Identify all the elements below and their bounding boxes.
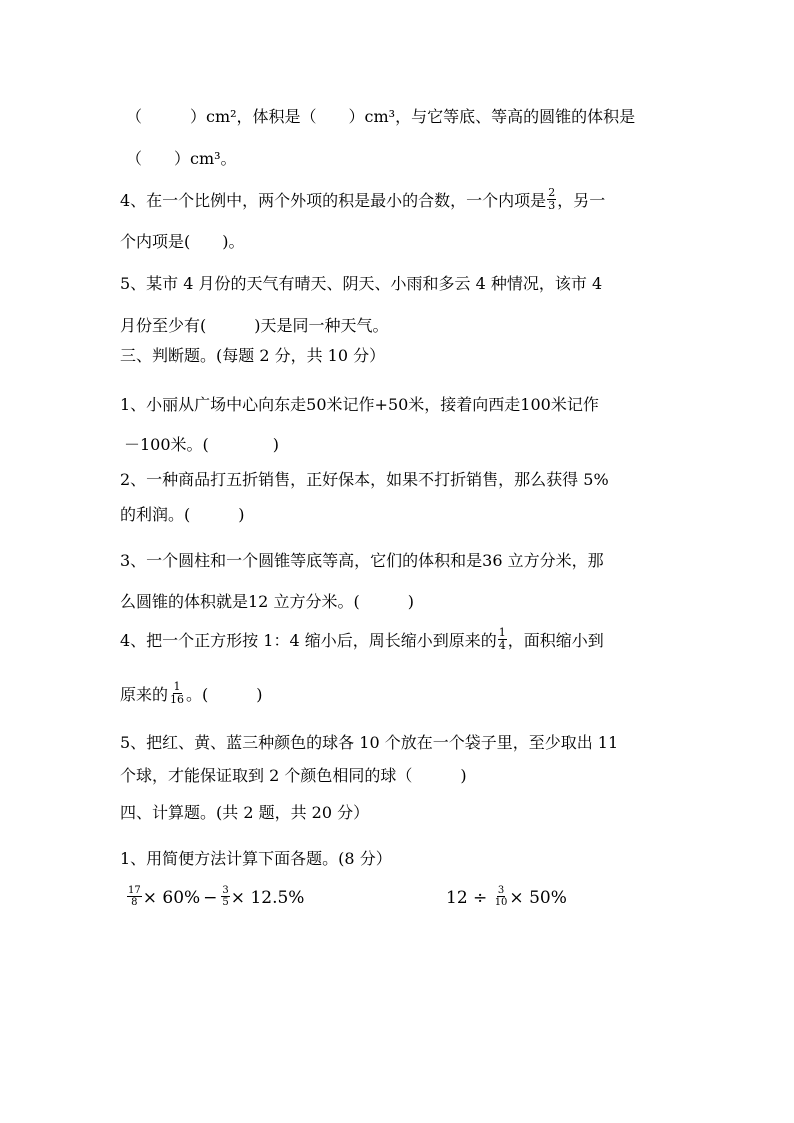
fraction-denominator: 3: [548, 199, 556, 212]
judge-q4-text-c: 原来的: [120, 685, 169, 704]
judge-q3-line-2: 么圆锥的体积就是12 立方分米。( ): [120, 592, 414, 611]
minus-sign: −: [203, 888, 218, 908]
expression-2: [446, 886, 567, 910]
expr1-term-1: × 60%: [142, 888, 201, 908]
fraction-denominator: 8: [131, 897, 138, 908]
judge-q2-line-2: 的利润。( ): [120, 505, 245, 524]
q5-line-2: 月份至少有( )天是同一种天气。: [120, 316, 389, 335]
fraction-denominator: 16: [170, 693, 185, 706]
judge-q5-line-2: 个球，才能保证取到 2 个颜色相同的球（ ): [120, 766, 467, 785]
judge-q1-line-1: 1、小丽从广场中心向东走50米记作+50米，接着向西走100米记作: [120, 395, 599, 414]
judge-q4-text-a: 4、把一个正方形按 1：4 缩小后，周长缩小到原来的: [120, 631, 497, 650]
q5-line-1: 5、某市 4 月份的天气有晴天、阴天、小雨和多云 4 种情况，该市 4: [120, 274, 603, 293]
q4-line-2: 个内项是( )。: [120, 232, 245, 251]
fraction-numerator: 1: [498, 626, 506, 639]
fraction-numerator: 3: [497, 885, 505, 896]
q4-text-a: 4、在一个比例中，两个外项的积是最小的合数，一个内项是: [120, 191, 547, 210]
q4-line-1: [120, 186, 606, 214]
q4-text-b: ，另一: [557, 191, 606, 210]
judge-q4-line-1: [120, 626, 604, 654]
expr2-fraction: [494, 885, 509, 908]
judge-q3-line-1: 3、一个圆柱和一个圆锥等底等高，它们的体积和是36 立方分米，那: [120, 551, 604, 570]
expr1-fraction-a: [127, 885, 142, 908]
fraction-one-fourth: [498, 627, 507, 652]
expression-1: [126, 886, 304, 910]
judge-q4-text-b: ，面积缩小到: [507, 631, 604, 650]
judge-q1-line-2: －100米。( ): [124, 435, 280, 454]
expr2-term: × 50%: [509, 888, 567, 908]
expr2-lead: 12 ÷: [446, 888, 488, 908]
q3-continuation-line-1: （ ）cm²，体积是（ ）cm³，与它等底、等高的圆锥的体积是: [126, 107, 636, 126]
judge-q4-line-2: [120, 680, 263, 708]
judge-q2-line-1: 2、一种商品打五折销售，正好保本，如果不打折销售，那么获得 5%: [120, 470, 609, 489]
calc-q1-title: 1、用简便方法计算下面各题。(8 分）: [120, 849, 392, 868]
fraction-denominator: 4: [498, 639, 506, 652]
q3-continuation-line-2: （ ）cm³。: [126, 149, 237, 168]
fraction-one-sixteenth: [169, 681, 185, 706]
fraction-denominator: 5: [222, 897, 229, 908]
fraction-numerator: 2: [548, 186, 556, 199]
fraction-numerator: 3: [222, 885, 229, 896]
fraction-two-thirds: [547, 187, 556, 212]
expr1-fraction-b: [221, 885, 229, 908]
judge-q5-line-1: 5、把红、黄、蓝三种颜色的球各 10 个放在一个袋子里，至少取出 11: [120, 733, 619, 752]
judge-q4-text-d: 。( ): [186, 685, 263, 704]
fraction-denominator: 10: [494, 897, 508, 908]
fraction-numerator: 17: [128, 885, 141, 896]
section-four-heading: 四、计算题。(共 2 题，共 20 分）: [120, 803, 370, 822]
expr1-term-2: × 12.5%: [230, 888, 305, 908]
section-three-heading: 三、判断题。(每题 2 分，共 10 分）: [120, 346, 386, 365]
fraction-numerator: 1: [173, 680, 181, 693]
